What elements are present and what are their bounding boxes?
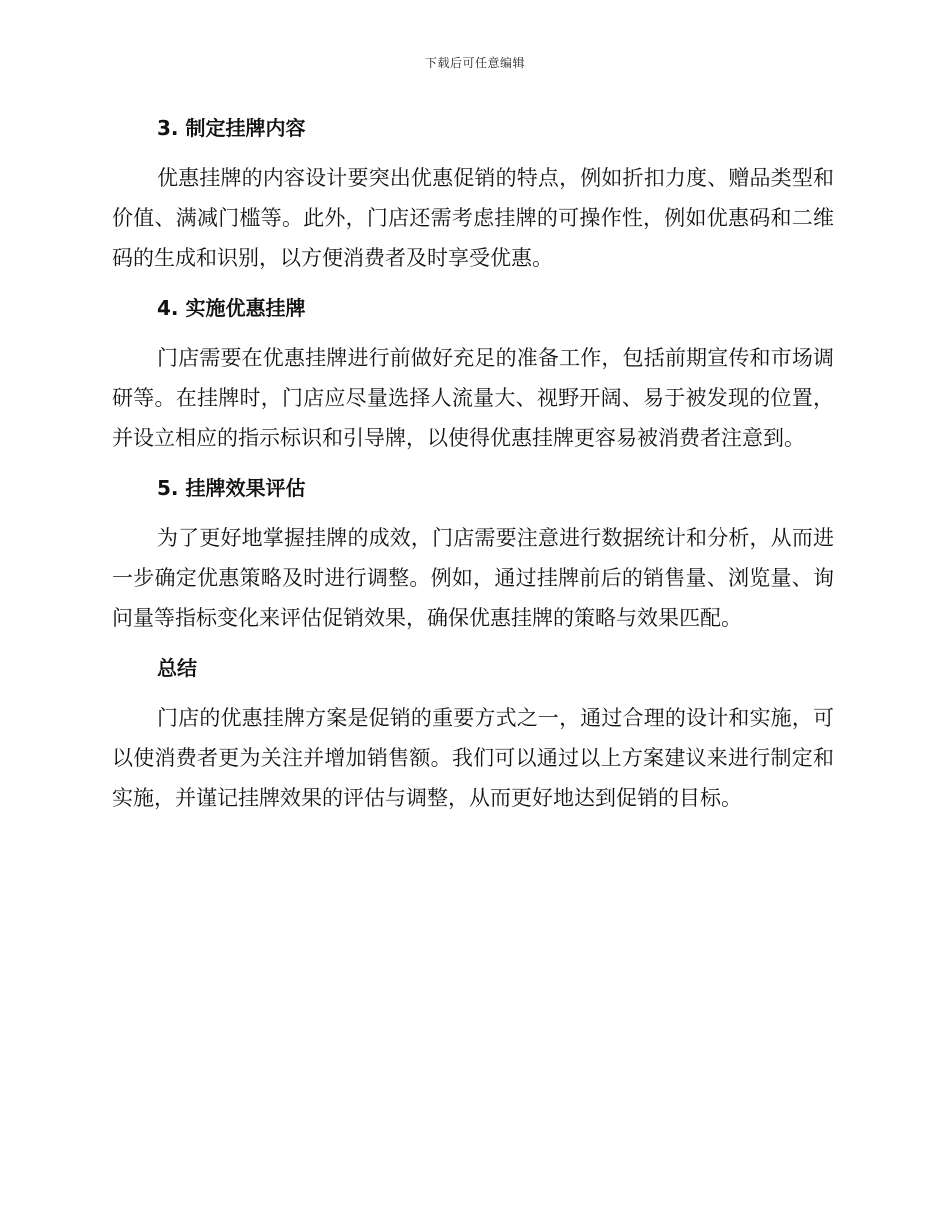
section-heading-3: 3. 制定挂牌内容: [157, 116, 306, 140]
summary-heading: 总结: [157, 656, 197, 680]
section-paragraph-4: 门店需要在优惠挂牌进行前做好充足的准备工作，包括前期宣传和市场调研等。在挂牌时，门店应尽量选择人流量大、视野开阔、易于被发现的位置，并设立相应的指示标识和引导牌，以使得优惠挂牌更容易被消费者注意到。: [112, 346, 834, 450]
header-note: 下载后可任意编辑: [424, 56, 525, 70]
section-paragraph-3: 优惠挂牌的内容设计要突出优惠促销的特点，例如折扣力度、赠品类型和价值、满减门槛等。此外，门店还需考虑挂牌的可操作性，例如优惠码和二维码的生成和识别，以方便消费者及时享受优惠。: [112, 166, 834, 270]
section-heading-4: 4. 实施优惠挂牌: [157, 296, 306, 320]
section-paragraph-5: 为了更好地掌握挂牌的成效，门店需要注意进行数据统计和分析，从而进一步确定优惠策略及时进行调整。例如，通过挂牌前后的销售量、浏览量、询问量等指标变化来评估促销效果，确保优惠挂牌的策略与效果匹配。: [112, 526, 834, 630]
section-heading-5: 5. 挂牌效果评估: [157, 476, 306, 500]
document-body: [112, 108, 834, 828]
summary-paragraph: 门店的优惠挂牌方案是促销的重要方式之一，通过合理的设计和实施，可以使消费者更为关注并增加销售额。我们可以通过以上方案建议来进行制定和实施，并谨记挂牌效果的评估与调整，从而更好地达到促销的目标。: [112, 706, 834, 810]
